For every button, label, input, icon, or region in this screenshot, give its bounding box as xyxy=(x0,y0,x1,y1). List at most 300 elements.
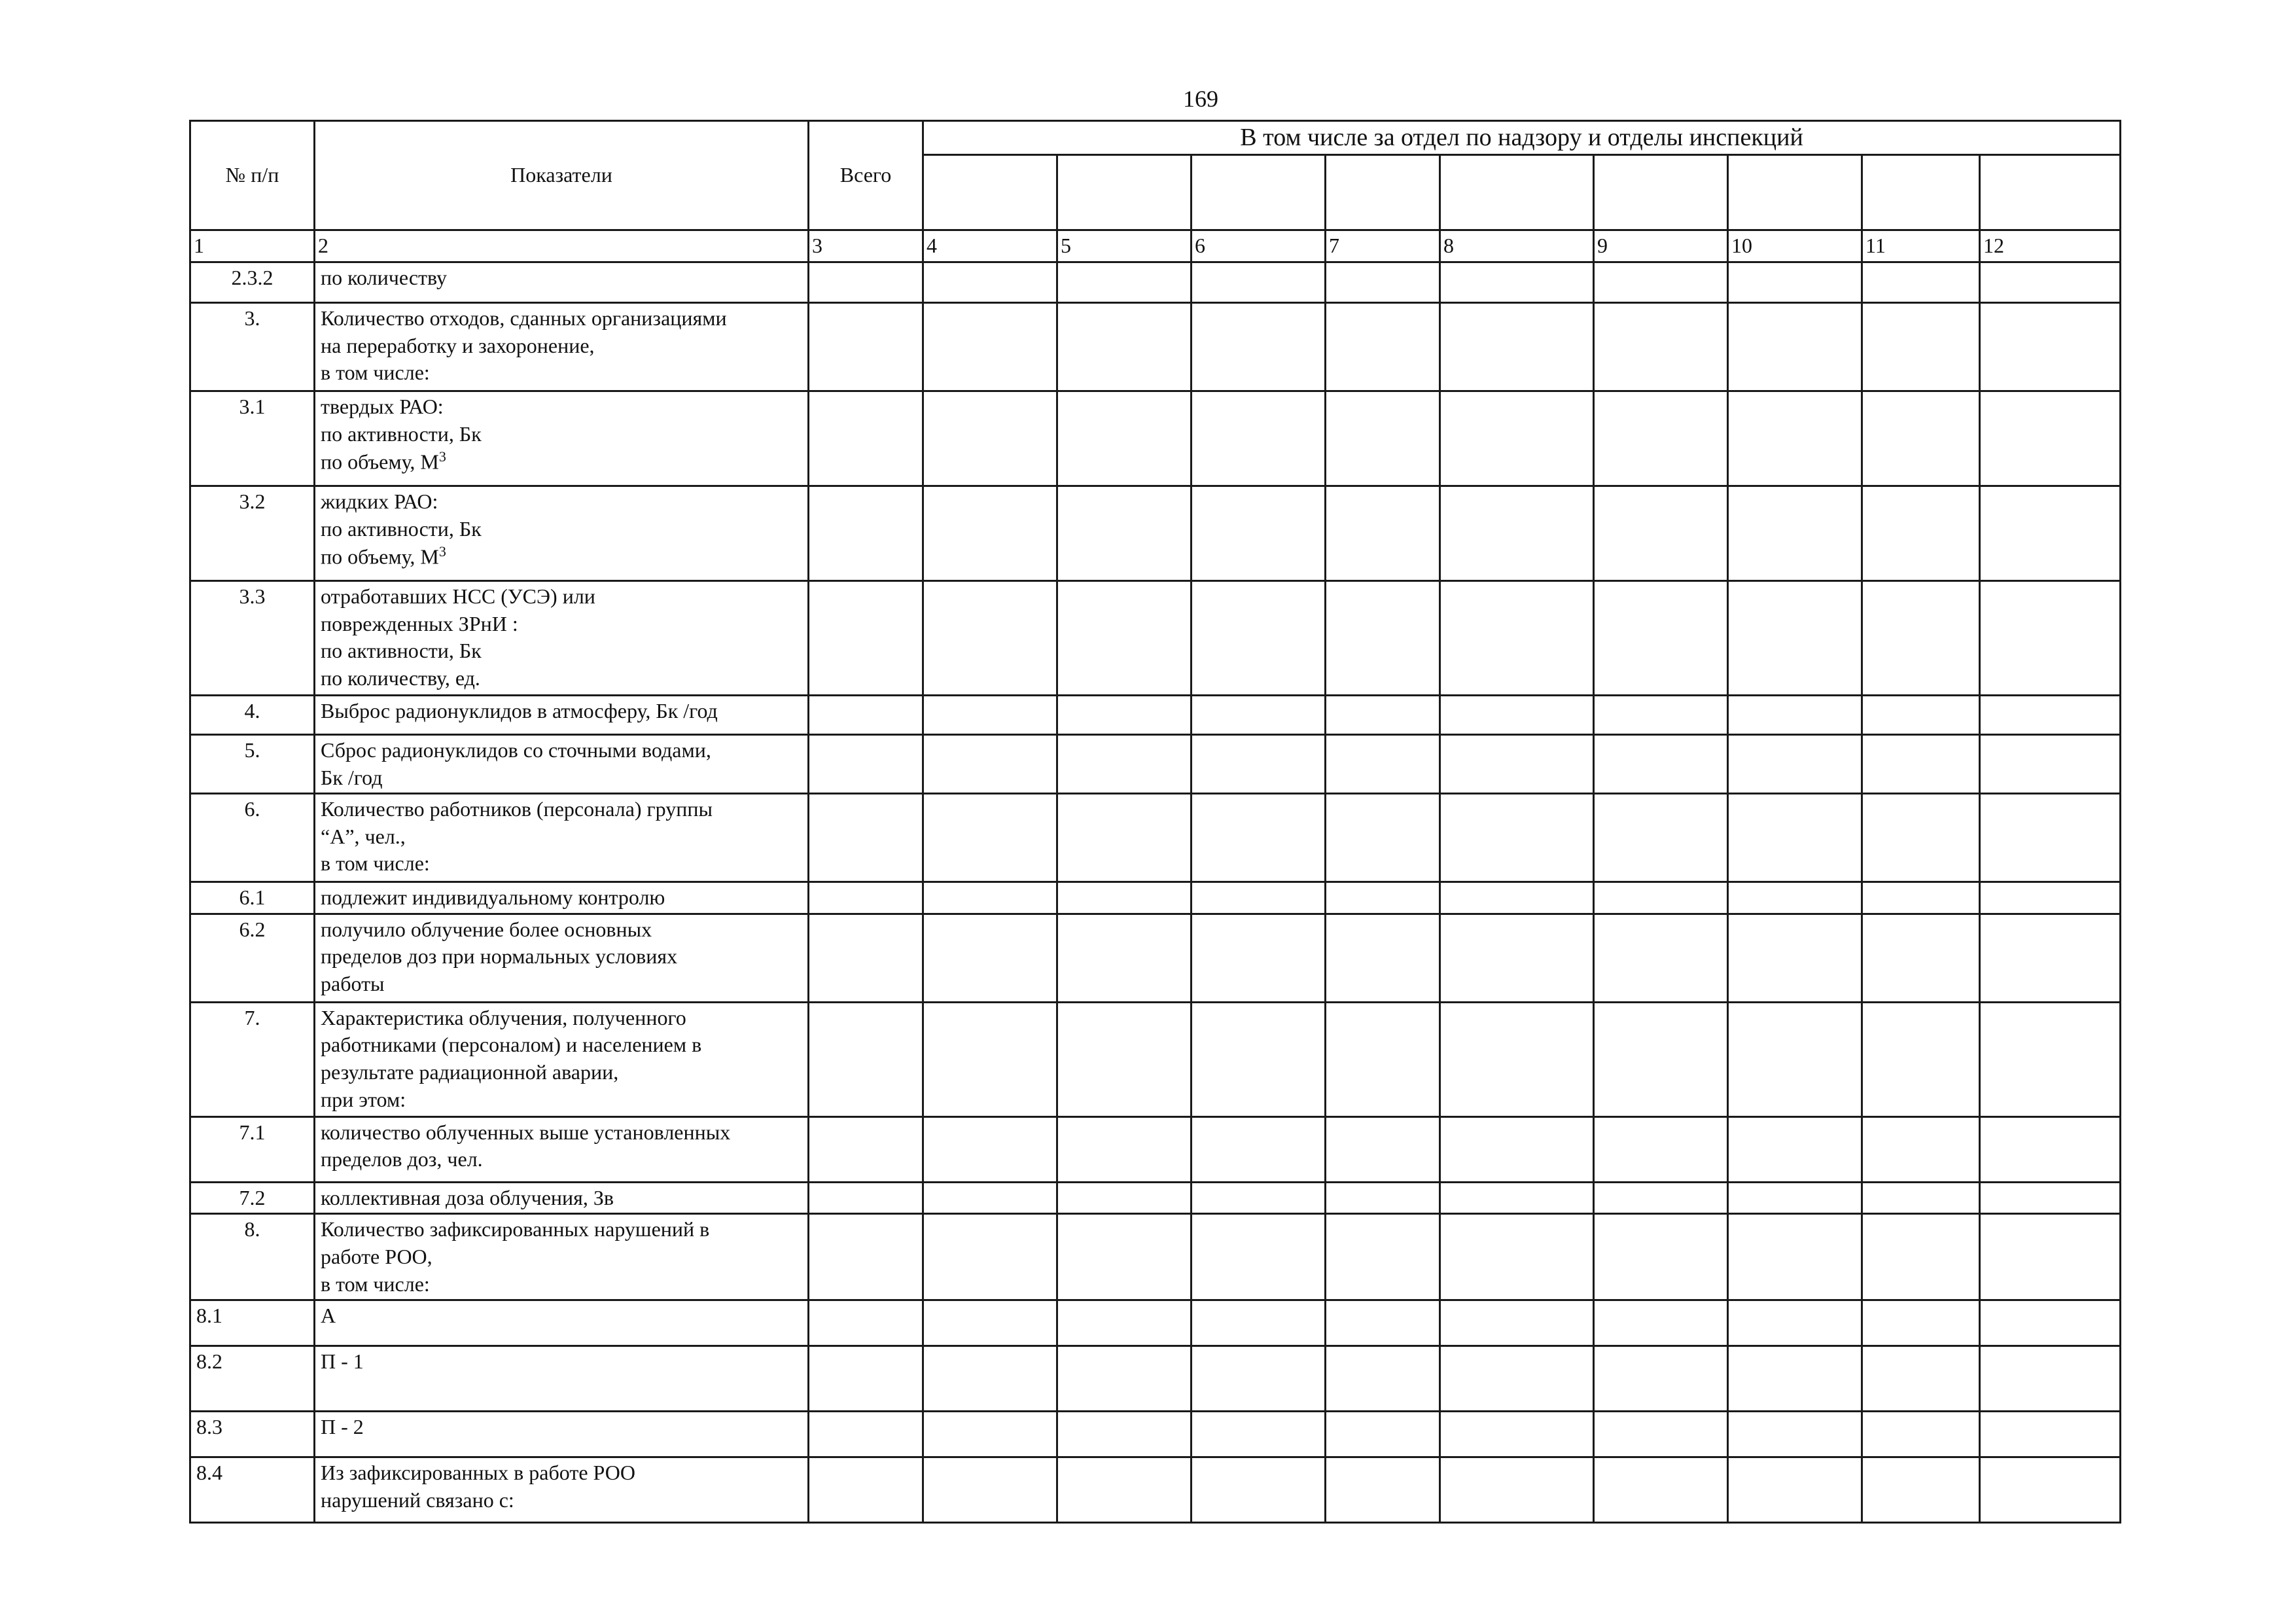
table-row xyxy=(190,1300,2121,1346)
report-table xyxy=(189,120,2121,1524)
data-cell xyxy=(1728,391,1862,486)
data-cell xyxy=(1728,1300,1862,1346)
data-cell xyxy=(1594,1346,1728,1412)
data-cell xyxy=(1862,1346,1980,1412)
data-cell xyxy=(1440,1182,1594,1214)
data-cell xyxy=(1862,734,1980,793)
superscript: 3 xyxy=(438,448,446,465)
indicator-text: получило облучение более основных xyxy=(321,917,652,941)
data-cell xyxy=(1440,1116,1594,1182)
superscript: 3 xyxy=(438,543,446,560)
data-cell xyxy=(1980,1346,2121,1412)
data-cell xyxy=(1980,580,2121,695)
row-number: 6.1 xyxy=(190,882,315,914)
data-cell xyxy=(1594,486,1728,580)
data-cell xyxy=(1057,262,1192,302)
indicator-cell xyxy=(315,391,809,486)
header-subcolumn xyxy=(1326,155,1440,230)
data-cell xyxy=(1862,1300,1980,1346)
indicator-text: пределов доз, чел. xyxy=(321,1147,483,1171)
indicator-text: П - 1 xyxy=(321,1349,364,1374)
data-cell xyxy=(1728,1116,1862,1182)
data-cell xyxy=(1594,1214,1728,1300)
data-cell xyxy=(1594,1300,1728,1346)
data-cell xyxy=(1594,794,1728,882)
data-cell xyxy=(923,1116,1057,1182)
indicator-cell xyxy=(315,1457,809,1523)
data-cell xyxy=(1594,391,1728,486)
data-cell xyxy=(1862,580,1980,695)
data-cell xyxy=(1440,486,1594,580)
data-cell xyxy=(1192,794,1326,882)
data-cell xyxy=(1326,391,1440,486)
data-cell xyxy=(1862,695,1980,734)
indicator-text: Количество отходов, сданных организациями xyxy=(321,306,727,330)
indicator-cell xyxy=(315,302,809,391)
data-cell xyxy=(1728,486,1862,580)
column-number: 12 xyxy=(1980,230,2121,262)
table-row xyxy=(190,734,2121,793)
data-cell xyxy=(1192,695,1326,734)
data-cell xyxy=(809,1300,923,1346)
data-cell xyxy=(1862,1002,1980,1116)
column-number: 5 xyxy=(1057,230,1192,262)
indicator-text: в том числе: xyxy=(321,851,430,876)
data-cell xyxy=(1192,391,1326,486)
data-cell xyxy=(1728,262,1862,302)
column-number: 1 xyxy=(190,230,315,262)
data-cell xyxy=(1057,1457,1192,1523)
column-number: 6 xyxy=(1192,230,1326,262)
data-cell xyxy=(923,1346,1057,1412)
indicator-text: по активности, Бк xyxy=(321,421,482,446)
data-cell xyxy=(1980,1182,2121,1214)
data-cell xyxy=(1862,914,1980,1002)
indicator-text: подлежит индивидуальному контролю xyxy=(321,885,665,910)
indicator-cell xyxy=(315,1214,809,1300)
data-cell xyxy=(809,580,923,695)
data-cell xyxy=(1192,914,1326,1002)
data-cell xyxy=(1440,794,1594,882)
data-cell xyxy=(1057,302,1192,391)
data-cell xyxy=(1192,1116,1326,1182)
data-cell xyxy=(1728,1182,1862,1214)
data-cell xyxy=(1192,882,1326,914)
data-cell xyxy=(1728,794,1862,882)
data-cell xyxy=(1980,1457,2121,1523)
table-row xyxy=(190,1346,2121,1412)
header-subcolumn xyxy=(1594,155,1728,230)
data-cell xyxy=(1980,695,2121,734)
data-cell xyxy=(1326,1457,1440,1523)
row-number: 8.2 xyxy=(190,1346,315,1412)
header-indicators: Показатели xyxy=(315,121,809,230)
indicator-text: П - 2 xyxy=(321,1415,364,1439)
row-number: 5. xyxy=(190,734,315,793)
table-row xyxy=(190,1412,2121,1457)
data-cell xyxy=(1326,695,1440,734)
data-cell xyxy=(923,486,1057,580)
indicator-text: по активности, Бк xyxy=(321,516,482,541)
indicator-text: при этом: xyxy=(321,1087,406,1111)
data-cell xyxy=(1057,695,1192,734)
column-number: 11 xyxy=(1862,230,1980,262)
data-cell xyxy=(1862,794,1980,882)
indicator-cell xyxy=(315,695,809,734)
data-cell xyxy=(809,1214,923,1300)
data-cell xyxy=(1728,695,1862,734)
data-cell xyxy=(1862,262,1980,302)
data-cell xyxy=(1594,695,1728,734)
data-cell xyxy=(809,1457,923,1523)
data-cell xyxy=(1440,262,1594,302)
header-subcolumn xyxy=(923,155,1057,230)
row-number: 4. xyxy=(190,695,315,734)
data-cell xyxy=(1057,1002,1192,1116)
data-cell xyxy=(1862,1412,1980,1457)
indicator-text: Характеристика облучения, полученного xyxy=(321,1005,686,1029)
indicator-text: по количеству xyxy=(321,265,448,289)
data-cell xyxy=(1057,914,1192,1002)
data-cell xyxy=(1594,580,1728,695)
header-subcolumn xyxy=(1980,155,2121,230)
data-cell xyxy=(809,1002,923,1116)
data-cell xyxy=(809,1182,923,1214)
column-number: 7 xyxy=(1326,230,1440,262)
data-cell xyxy=(1594,1457,1728,1523)
data-cell xyxy=(1980,1300,2121,1346)
data-cell xyxy=(1326,1116,1440,1182)
data-cell xyxy=(1326,734,1440,793)
data-cell xyxy=(923,1214,1057,1300)
indicator-text: Сброс радионуклидов со сточными водами, xyxy=(321,738,711,762)
data-cell xyxy=(809,1412,923,1457)
row-number: 6.2 xyxy=(190,914,315,1002)
data-cell xyxy=(1594,734,1728,793)
table-row xyxy=(190,1457,2121,1523)
data-cell xyxy=(1326,794,1440,882)
data-cell xyxy=(1980,391,2121,486)
data-cell xyxy=(1980,302,2121,391)
table-row xyxy=(190,914,2121,1002)
data-cell xyxy=(1192,580,1326,695)
data-cell xyxy=(1057,882,1192,914)
data-cell xyxy=(1057,1214,1192,1300)
indicator-cell xyxy=(315,580,809,695)
data-cell xyxy=(1192,1300,1326,1346)
data-cell xyxy=(1862,1214,1980,1300)
data-cell xyxy=(1440,302,1594,391)
data-cell xyxy=(1594,262,1728,302)
data-cell xyxy=(1862,391,1980,486)
indicator-text: Из зафиксированных в работе РОО xyxy=(321,1461,635,1485)
data-cell xyxy=(1862,1182,1980,1214)
data-cell xyxy=(1326,1346,1440,1412)
data-cell xyxy=(809,1346,923,1412)
column-number: 2 xyxy=(315,230,809,262)
indicator-text: в том числе: xyxy=(321,361,430,385)
data-cell xyxy=(1057,794,1192,882)
indicator-cell xyxy=(315,1182,809,1214)
data-cell xyxy=(1192,486,1326,580)
data-cell xyxy=(1192,1182,1326,1214)
data-cell xyxy=(1728,1457,1862,1523)
data-cell xyxy=(1192,1457,1326,1523)
indicator-cell xyxy=(315,914,809,1002)
row-number: 8. xyxy=(190,1214,315,1300)
data-cell xyxy=(1980,794,2121,882)
row-number: 8.4 xyxy=(190,1457,315,1523)
data-cell xyxy=(1980,1116,2121,1182)
indicator-cell xyxy=(315,486,809,580)
data-cell xyxy=(809,695,923,734)
table-row xyxy=(190,391,2121,486)
data-cell xyxy=(809,914,923,1002)
row-number: 3.1 xyxy=(190,391,315,486)
data-cell xyxy=(923,695,1057,734)
table-row xyxy=(190,882,2121,914)
data-cell xyxy=(1728,1346,1862,1412)
data-cell xyxy=(923,1412,1057,1457)
table-row xyxy=(190,794,2121,882)
table-body xyxy=(190,262,2121,1522)
data-cell xyxy=(1980,262,2121,302)
data-cell xyxy=(1440,1214,1594,1300)
data-cell xyxy=(1326,302,1440,391)
data-cell xyxy=(1728,734,1862,793)
data-cell xyxy=(1980,882,2121,914)
data-cell xyxy=(1192,1002,1326,1116)
data-cell xyxy=(1057,486,1192,580)
indicator-text: по количеству, ед. xyxy=(321,666,480,690)
data-cell xyxy=(809,391,923,486)
data-cell xyxy=(923,391,1057,486)
row-number: 8.1 xyxy=(190,1300,315,1346)
data-cell xyxy=(1594,1412,1728,1457)
header-subcolumn xyxy=(1057,155,1192,230)
indicator-text: отработавших НСС (УСЭ) или xyxy=(321,584,595,608)
indicator-cell xyxy=(315,734,809,793)
data-cell xyxy=(1440,1346,1594,1412)
indicator-text: на переработку и захоронение, xyxy=(321,333,595,357)
data-cell xyxy=(1728,1002,1862,1116)
data-cell xyxy=(1326,914,1440,1002)
data-cell xyxy=(923,1182,1057,1214)
data-cell xyxy=(1326,262,1440,302)
data-cell xyxy=(1440,695,1594,734)
indicator-cell xyxy=(315,882,809,914)
data-cell xyxy=(1728,1412,1862,1457)
data-cell xyxy=(1326,1002,1440,1116)
data-cell xyxy=(1594,1002,1728,1116)
data-cell xyxy=(1440,391,1594,486)
table-row xyxy=(190,262,2121,302)
data-cell xyxy=(809,1116,923,1182)
column-number: 8 xyxy=(1440,230,1594,262)
row-number: 7.1 xyxy=(190,1116,315,1182)
indicator-text: работе РОО, xyxy=(321,1244,433,1268)
data-cell xyxy=(1057,1182,1192,1214)
row-number: 3. xyxy=(190,302,315,391)
table-row xyxy=(190,302,2121,391)
data-cell xyxy=(1440,580,1594,695)
data-cell xyxy=(1980,734,2121,793)
indicator-text: по объему, $М^3$ xyxy=(321,448,446,474)
data-cell xyxy=(1728,882,1862,914)
data-cell xyxy=(1326,486,1440,580)
data-cell xyxy=(809,486,923,580)
data-cell xyxy=(1192,1214,1326,1300)
indicator-text: нарушений связано с: xyxy=(321,1488,514,1512)
indicator-text: по активности, Бк xyxy=(321,639,482,663)
indicator-cell xyxy=(315,1116,809,1182)
data-cell xyxy=(1192,1346,1326,1412)
indicator-text: работниками (персоналом) и населением в xyxy=(321,1033,702,1057)
data-cell xyxy=(809,882,923,914)
indicator-text: в том числе: xyxy=(321,1272,430,1296)
data-cell xyxy=(1728,1214,1862,1300)
data-cell xyxy=(1326,1214,1440,1300)
data-cell xyxy=(1057,1346,1192,1412)
indicator-text: Количество работников (персонала) группы xyxy=(321,797,713,821)
data-cell xyxy=(923,1002,1057,1116)
indicator-text: “А”, чел., xyxy=(321,824,406,848)
data-cell xyxy=(1326,882,1440,914)
data-cell xyxy=(1057,391,1192,486)
row-number: 6. xyxy=(190,794,315,882)
table-row xyxy=(190,486,2121,580)
data-cell xyxy=(809,302,923,391)
data-cell xyxy=(1440,914,1594,1002)
data-cell xyxy=(1440,1300,1594,1346)
data-cell xyxy=(1326,580,1440,695)
data-cell xyxy=(1862,302,1980,391)
data-cell xyxy=(923,1457,1057,1523)
data-cell xyxy=(809,262,923,302)
indicator-cell xyxy=(315,1300,809,1346)
data-cell xyxy=(923,734,1057,793)
indicator-cell xyxy=(315,262,809,302)
data-cell xyxy=(1057,580,1192,695)
column-number: 9 xyxy=(1594,230,1728,262)
indicator-text: работы xyxy=(321,971,385,995)
header-total: Всего xyxy=(809,121,923,230)
data-cell xyxy=(1057,1300,1192,1346)
data-cell xyxy=(1440,1457,1594,1523)
row-number: 2.3.2 xyxy=(190,262,315,302)
table-row xyxy=(190,695,2121,734)
column-number: 4 xyxy=(923,230,1057,262)
data-cell xyxy=(1440,1002,1594,1116)
data-cell xyxy=(923,1300,1057,1346)
data-cell xyxy=(1980,914,2121,1002)
data-cell xyxy=(1594,302,1728,391)
indicator-cell xyxy=(315,1346,809,1412)
data-cell xyxy=(923,262,1057,302)
data-cell xyxy=(1192,1412,1326,1457)
data-cell xyxy=(1192,262,1326,302)
data-cell xyxy=(1594,882,1728,914)
indicator-text: твердых РАО: xyxy=(321,394,444,418)
data-cell xyxy=(1192,302,1326,391)
header-group-title: В том числе за отдел по надзору и отделы инспекций xyxy=(923,121,2121,155)
column-number: 10 xyxy=(1728,230,1862,262)
data-cell xyxy=(1594,914,1728,1002)
table-row xyxy=(190,580,2121,695)
data-cell xyxy=(1980,1412,2121,1457)
data-cell xyxy=(923,794,1057,882)
table-row xyxy=(190,1002,2121,1116)
indicator-cell xyxy=(315,794,809,882)
indicator-text: пределов доз при нормальных условиях xyxy=(321,944,678,969)
data-cell xyxy=(1594,1182,1728,1214)
header-subcolumn xyxy=(1192,155,1326,230)
data-cell xyxy=(1728,914,1862,1002)
data-cell xyxy=(1326,1412,1440,1457)
row-number: 7.2 xyxy=(190,1182,315,1214)
row-number: 3.3 xyxy=(190,580,315,695)
data-cell xyxy=(1862,1457,1980,1523)
data-cell xyxy=(1980,486,2121,580)
header-row-number: № п/п xyxy=(190,121,315,230)
data-cell xyxy=(923,882,1057,914)
data-cell xyxy=(809,794,923,882)
indicator-text: Количество зафиксированных нарушений в xyxy=(321,1217,710,1241)
indicator-text: поврежденных ЗРнИ : xyxy=(321,611,518,635)
data-cell xyxy=(1862,882,1980,914)
indicator-cell xyxy=(315,1412,809,1457)
row-number: 8.3 xyxy=(190,1412,315,1457)
data-cell xyxy=(1192,734,1326,793)
table-row xyxy=(190,1214,2121,1300)
data-cell xyxy=(1728,580,1862,695)
data-cell xyxy=(1980,1002,2121,1116)
indicator-text: Выброс радионуклидов в атмосферу, Бк /год xyxy=(321,698,718,722)
data-cell xyxy=(1980,1214,2121,1300)
indicator-text: по объему, $М^3$ xyxy=(321,543,446,569)
indicator-text: коллективная доза облучения, Зв xyxy=(321,1185,614,1209)
data-cell xyxy=(1440,882,1594,914)
column-number: 3 xyxy=(809,230,923,262)
indicator-cell xyxy=(315,1002,809,1116)
data-cell xyxy=(1728,302,1862,391)
row-number: 7. xyxy=(190,1002,315,1116)
header-subcolumn xyxy=(1728,155,1862,230)
data-cell xyxy=(1057,1116,1192,1182)
indicator-text: количество облученных выше установленных xyxy=(321,1120,731,1144)
header-subcolumn xyxy=(1862,155,1980,230)
data-cell xyxy=(1440,1412,1594,1457)
data-cell xyxy=(923,914,1057,1002)
data-cell xyxy=(1862,1116,1980,1182)
data-cell xyxy=(1326,1182,1440,1214)
table-row xyxy=(190,1116,2121,1182)
data-cell xyxy=(1057,734,1192,793)
column-number-row xyxy=(190,230,2121,262)
indicator-text: А xyxy=(321,1304,336,1328)
row-number: 3.2 xyxy=(190,486,315,580)
indicator-text: Бк /год xyxy=(321,765,383,789)
data-cell xyxy=(1057,1412,1192,1457)
page-number: 169 xyxy=(1183,86,1218,112)
data-cell xyxy=(923,302,1057,391)
data-cell xyxy=(923,580,1057,695)
data-cell xyxy=(1862,486,1980,580)
data-cell xyxy=(1326,1300,1440,1346)
indicator-text: результате радиационной аварии, xyxy=(321,1060,619,1084)
data-cell xyxy=(809,734,923,793)
data-cell xyxy=(1594,1116,1728,1182)
